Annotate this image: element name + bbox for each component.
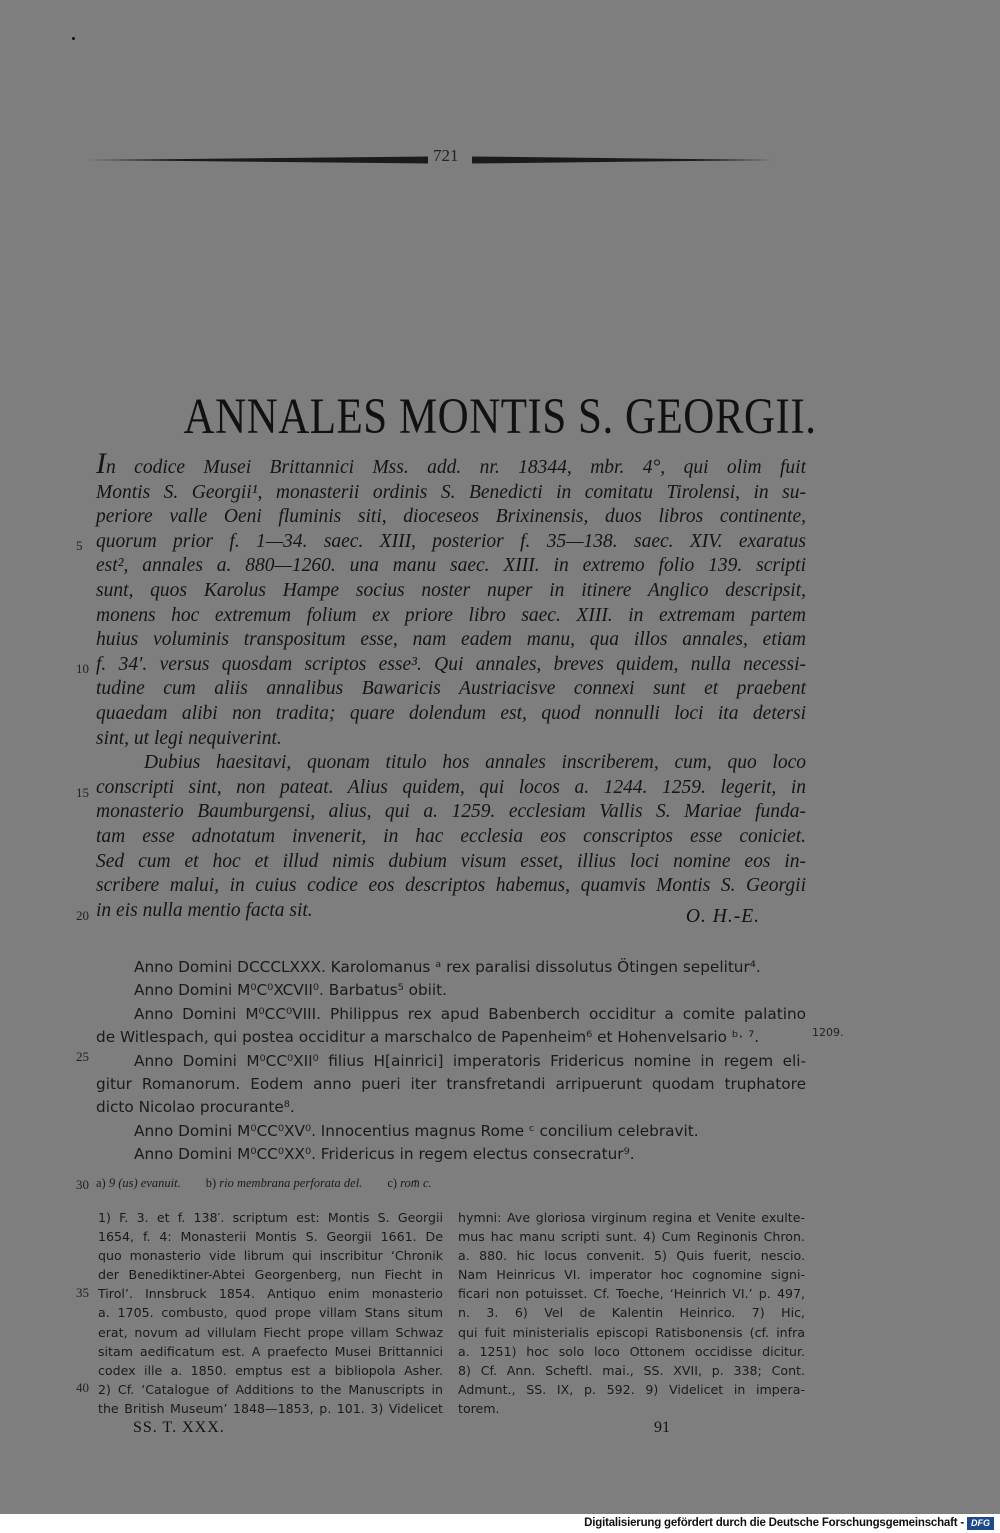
footnote-line: quo monasterio vide librum qui inscribitur ‘Chronik [98,1248,443,1264]
footnote-line: hymni: Ave gloriosa virginum regina et Venite exulte- [458,1210,805,1225]
annales-entry-continuation: gitur Romanorum. Eodem anno pueri iter transfretandi arripuerunt quodam truphatore [96,1075,806,1094]
intro-line: monasterio Baumburgensi, alius, qui a. 1259. ecclesiam Vallis S. Mariae funda- [96,801,806,823]
footnote-line: 1) F. 3. et f. 138′. scriptum est: Montis S. Georgii [98,1210,443,1225]
intro-line: in eis nulla mentio facta sit. [96,899,313,921]
intro-line: Dubius haesitavi, quonam titulo hos annales inscriberem, cum, quo loco [144,752,806,774]
footnote-line: torem. [458,1400,500,1416]
intro-line: monens hoc extremum folium ex priore libro saec. XIII. in extremam partem [96,604,806,626]
line-number: 40 [76,1380,89,1395]
footnote-line: Tirol’. Innsbruck 1854. Antiquo enim monasterio [98,1286,443,1302]
intro-line: f. 34′. versus quosdam scriptos esse³. Qui annales, breves quidem, nulla necessi- [96,653,806,675]
intro-line: est², annales a. 880—1260. una manu saec. XIII. in extremo folio 139. scripti [96,555,806,577]
dfg-funding-text: Digitalisierung gefördert durch die Deutsche Forschungsgemeinschaft - [584,1517,964,1529]
footnote-line: sitam aedificatum est. A praefecto Musei Brittannici [98,1343,443,1359]
intro-line: sint, ut legi nequiverint. [96,727,282,749]
intro-line: huius voluminis transpositum esse, nam eadem manu, qua illos annales, etiam [96,629,806,651]
intro-paragraph [96,447,806,923]
footnote-line: codex ille a. 1850. emptus est a bibliopola Asher. [98,1362,443,1378]
footnote-line: ficari non potuisset. Cf. Toeche, ‘Heinrich VI.’ p. 497, [458,1286,805,1302]
annales-entry: Anno Domini M⁰CC⁰XX⁰. Fridericus in regem electus consecratur⁹. [134,1145,635,1164]
footnote-line: qui fuit ministerialis episcopi Ratisbonensis (cf. infra [458,1324,805,1340]
line-number: 25 [76,1049,89,1064]
footnote-line: a. 880. hic locus convenit. 5) Quis fuerit, nescio. [458,1248,805,1264]
footnote-line: 1654, f. 4: Monasterii Montis S. Georgii 1661. De [98,1229,443,1245]
annales-entry-continuation: de Witlespach, qui postea occiditur a marschalco de Papenheim⁶ et Hohenvelsario ᵇ· ⁷. [96,1028,760,1047]
dfg-logo-icon[interactable]: DFG [967,1517,994,1530]
page-number: 721 [433,146,459,165]
line-number: 5 [76,538,83,553]
footnote-line: 2) Cf. ‘Catalogue of Additions to the Manuscripts in [98,1381,443,1397]
line-number: 35 [76,1285,89,1300]
line-number: 10 [76,661,89,676]
ink-speck [72,37,75,40]
dfg-funding-bar [0,1514,1000,1533]
annales-entry: Anno Domini M⁰CC⁰XII⁰ filius H[ainrici] imperatoris Fridericus nomine in regem eli- [134,1051,806,1070]
intro-line: Montis S. Georgii¹, monasterii ordinis S. Benedicti in comitatu Tirolensi, in su- [96,481,806,503]
annales-entry: Anno Domini M⁰C⁰XCVII⁰. Barbatus⁵ obiit. [134,981,448,1000]
footnotes-right-column [458,1208,805,1418]
intro-line: Sed cum et hoc et illud nimis dubium visum esset, illius loci nomine eos in- [96,850,806,872]
footnote-line: der Benediktiner-Abtei Georgenberg, nun Fiecht in [98,1267,443,1283]
footnotes-left-column [98,1208,443,1418]
footnote-line: erat, novum ad villulam Fiecht prope villam Schwaz [98,1324,443,1340]
intro-line: sunt, quos Karolus Hampe socius noster nuper in itinere Anglico descripsit, [96,579,806,601]
footnote-line: Nam Heinricus VI. imperator hoc cognomine signi- [458,1267,805,1283]
footnote-line: Admunt., SS. IX, p. 592. 9) Videlicet in impera- [458,1381,805,1397]
footnote-line: a. 1251) hoc solo loco Ottonem occidisse dicitur. [458,1343,805,1359]
footnote-line: mus hac manu scripti sunt. 4) Cum Reginonis Chron. [458,1229,805,1245]
signature-mark: SS. T. XXX. [133,1419,225,1436]
footnote-line: 8) Cf. Ann. Scheftl. mai., SS. XVII, p. 338; Cont. [458,1362,805,1378]
line-number: 20 [76,908,89,923]
variant-readings: a) 9 (us) evanuit. b) rio membrana perforata del. c) rom̄ c. [96,1176,432,1190]
page-title: ANNALES MONTIS S. GEORGII. [183,389,817,445]
editor-signature: O. H.-E. [685,906,760,927]
header-rule-right [472,156,772,164]
sheet-number: 91 [654,1419,670,1436]
line-number: 15 [76,785,89,800]
annales-text [96,956,806,1167]
intro-line: quaedam alibi non tradita; quare dolendum est, quod nonnulli loci ita detersi [96,702,806,724]
intro-line: quorum prior f. 1—34. saec. XIII, posterior f. 35—138. saec. XIV. exaratus [96,530,806,552]
intro-line: conscripti sint, non pateat. Alius quidem, qui locos a. 1244. 1259. legerit, in [96,776,806,798]
line-number: 30 [76,1177,89,1192]
footnote-line: n. 3. 6) Vel de Kalentin Heinrico. 7) Hic, [458,1305,805,1321]
footnote-line: a. 1705. combusto, quod prope villam Stans situm [98,1305,443,1321]
annales-entry: Anno Domini DCCCLXXX. Karolomanus ᵃ rex paralisi dissolutus Ötingen sepelitur⁴. [134,958,761,976]
annales-entry: Anno Domini M⁰CC⁰XV⁰. Innocentius magnus Rome ᶜ concilium celebravit. [134,1121,699,1140]
annales-entry-continuation: dicto Nicolao procurante⁸. [96,1098,295,1117]
intro-line: tudine cum aliis annalibus Bawaricis Austriacisve connexi sunt et praebent [96,678,806,700]
footnote-line: the British Museum’ 1848—1853, p. 101. 3) Videlicet [98,1400,443,1416]
intro-line-1: In codice Musei Brittannici Mss. add. nr. 18344, mbr. 4°, qui olim fuit [96,447,806,480]
header-rule-left [88,156,428,164]
intro-line: periore valle Oeni fluminis siti, dioceseos Brixinensis, duos libros continente, [96,506,806,528]
intro-line: tam esse adnotatum invenerit, in hac ecclesia eos conscriptos esse coniciet. [96,825,806,847]
marginal-year: 1209. [812,1026,844,1039]
intro-line: scribere malui, in cuius codice eos descriptos habemus, quamvis Montis S. Georgii [96,875,806,897]
drop-capital: I [96,447,106,480]
annales-entry: Anno Domini M⁰CC⁰VIII. Philippus rex apud Babenberch occiditur a comite palatino [134,1004,806,1023]
